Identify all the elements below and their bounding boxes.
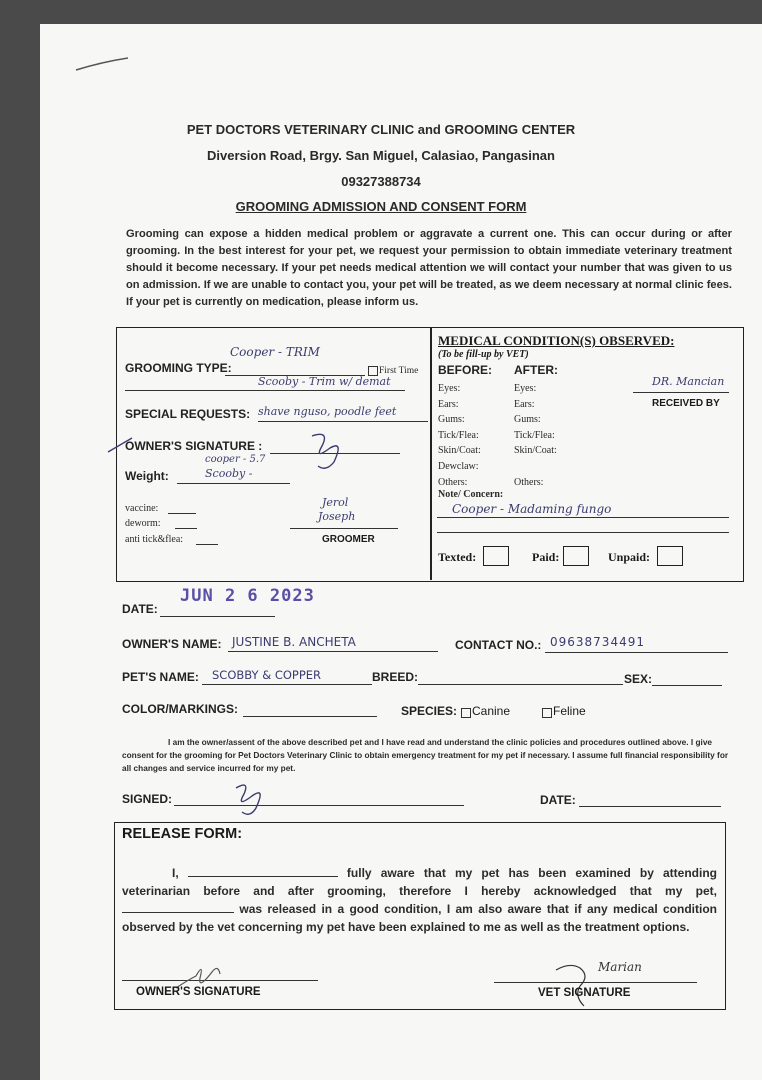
form-title: GROOMING ADMISSION AND CONSENT FORM [235,199,527,214]
vaccine-label: vaccine: [125,503,159,514]
color-label: COLOR/MARKINGS: [122,702,238,716]
unpaid-label: Unpaid: [608,550,651,564]
owner-name-hand: JUSTINE B. ANCHETA [232,635,356,649]
grooming-type-hand-2: Scooby - Trim w/ demat [258,375,391,388]
weight-label: Weight: [125,469,169,483]
clinic-name: PET DOCTORS VETERINARY CLINIC and GROOMING CENTER [186,122,576,137]
check-mark-owner-signature [106,434,136,456]
vet-signature-hand: Marian [598,960,642,974]
pet-name-hand: SCOBBY & COPPER [212,668,322,682]
antitick-label: anti tick&flea: [125,534,184,545]
sex-label: SEX: [624,672,653,686]
owner-signature-release-label: OWNER'S SIGNATURE [136,986,261,998]
owner-signature-label: OWNER'S SIGNATURE : [125,439,263,453]
release-owner-blank [188,865,338,877]
release-paragraph: I, fully aware that my pet has been examined by attending veterinarian before and after grooming, therefore I hereby acknowledged that my pet, was released in a good condition, I am also aware that if any medical condition observed by the vet concerning my pet have been explained to me as well as the treatment options. [122,866,718,934]
weight-hand-2: Scooby - [205,467,253,480]
signed-date-label: DATE: [540,793,576,807]
consent-paragraph: I am the owner/assent of the above described pet and I have read and understand the clinic policies and procedures outlined above. I give consent for the grooming for Pet Doctors Veterinary Clinic to obtain emergency treatment for my pet if necessary. I assume full financial responsibility for all changes and service incurred for my pet. [122,737,729,773]
note-hand: Cooper - Madaming fungo [452,502,612,516]
after-label: AFTER: [514,363,558,377]
deworm-label: deworm: [125,518,161,529]
date-stamp: JUN 2 6 2023 [180,586,315,606]
after-list: Eyes: Ears: Gums: Tick/Flea: Skin/Coat: Others: [514,383,557,488]
received-by-label: RECEIVED BY [652,398,720,409]
texted-checkbox[interactable] [483,546,509,566]
before-list: Eyes: Ears: Gums: Tick/Flea: Skin/Coat: Dewclaw: Others: [438,383,481,488]
received-by-hand: DR. Mancian [652,375,725,388]
panel-divider [430,328,432,580]
special-requests-label: SPECIAL REQUESTS: [125,407,251,421]
intro-paragraph: Grooming can expose a hidden medical problem or aggravate a current one. This can occur during or after grooming. In the best interest for your pet, we request your permission to obtain immediate veterinary treatment should it become necessary. If your pet needs medical attention we will contact your number that was given to us on admission. If we are unable to contact you, your pet will be treated, as we deem necessary at normal clinic fees. If your pet is currently on medication, please inform us. [126,228,732,308]
vet-signature-label: VET SIGNATURE [538,987,631,999]
feline-checkbox[interactable] [542,708,552,718]
paid-checkbox[interactable] [563,546,589,566]
vet-signature-scribble [550,956,600,1012]
note-label: Note/ Concern: [438,489,504,500]
contact-hand: 09638734491 [550,635,645,649]
release-pet-blank [122,901,234,913]
weight-hand-1: cooper - 5.7 [205,454,266,465]
pen-stroke [72,52,132,76]
release-title: RELEASE FORM: [122,826,243,842]
paid-label: Paid: [532,550,560,564]
owner-signature-scribble [300,428,350,474]
canine-checkbox[interactable] [461,708,471,718]
canine-label: Canine [472,704,511,718]
clinic-phone: 09327388734 [341,174,421,189]
contact-label: CONTACT NO.: [455,638,542,652]
unpaid-checkbox[interactable] [657,546,683,566]
groomer-hand-2: Joseph [318,510,356,523]
before-label: BEFORE: [438,363,492,377]
groomer-label: GROOMER [322,534,375,545]
signed-label: SIGNED: [122,792,173,806]
special-requests-hand: shave nguso, poodle feet [258,405,397,418]
species-label: SPECIES: [401,704,458,718]
breed-label: BREED: [372,670,419,684]
date-label: DATE: [122,602,158,616]
medical-title: MEDICAL CONDITION(S) OBSERVED: [438,333,675,348]
owner-name-label: OWNER'S NAME: [122,637,222,651]
texted-label: Texted: [438,550,477,564]
grooming-type-hand-1: Cooper - TRIM [230,345,320,359]
pet-name-label: PET'S NAME: [122,670,199,684]
grooming-type-label: GROOMING TYPE: [125,361,232,375]
clinic-address: Diversion Road, Brgy. San Miguel, Calasiao, Pangasinan [207,148,555,163]
medical-subtitle: (To be fill-up by VET) [438,349,529,360]
groomer-hand-1: Jerol [322,496,349,509]
signed-signature-scribble [226,778,276,820]
first-time-label: First Time [379,366,419,376]
feline-label: Feline [553,704,586,718]
